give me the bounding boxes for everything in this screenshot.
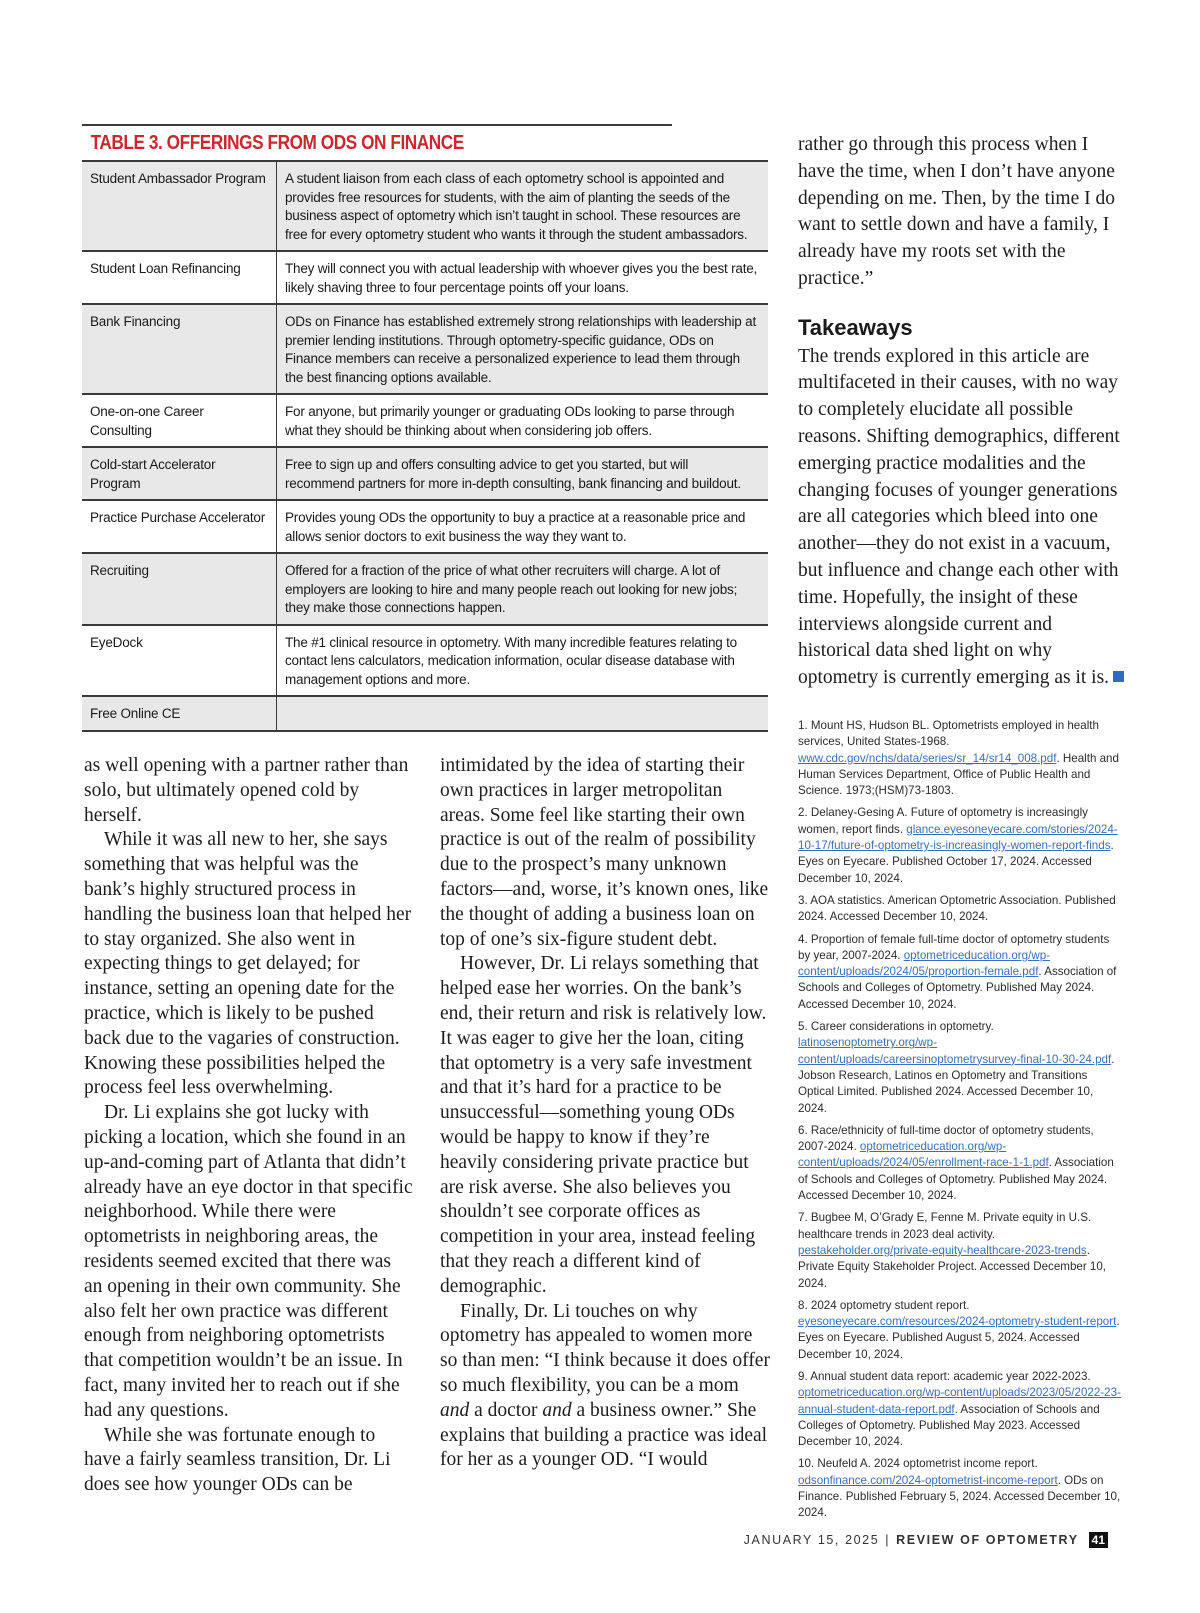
article-column-left (84, 754, 414, 1498)
offering-description: For anyone, but primarily younger or graduating ODs looking to parse through what they should be thinking about when considering job offers. (277, 394, 769, 447)
paragraph: as well opening with a partner rather than solo, but ultimately opened cold by herself. (84, 755, 409, 826)
reference-text: . Jobson Research, Latinos en Optometry and Transitions Optical Limited. Published 2024. Accessed December 10, 2024. (798, 1052, 1115, 1115)
reference-link[interactable]: latinosenoptometry.org/wp-content/uploads/careersinoptometrysurvey-final-10-30-24.pdf (798, 1036, 1112, 1066)
table-row (82, 161, 768, 251)
offerings-table (82, 124, 768, 732)
table-row (82, 304, 768, 394)
reference-item (798, 893, 1122, 926)
table-row (82, 251, 768, 304)
offering-name: EyeDock (82, 625, 277, 697)
paragraph: While it was all new to her, she says something that was helpful was the bank’s highly structured process in handling the business loan that helped her to stay organized. She also went in expecting things to get delayed; for instance, setting an opening date for the practice, which is likely to be pushed back due to the vagaries of construction. Knowing these possibilities helped the process feel less overwhelming. (84, 829, 412, 1099)
table-row (82, 500, 768, 553)
table-row (82, 447, 768, 500)
emphasis: and (440, 1399, 470, 1421)
reference-text: . Association of Schools and Colleges of Optometry. Published May 2024. Accessed December 10, 2024. (798, 965, 1117, 1011)
table-row (82, 625, 768, 697)
emphasis: and (542, 1399, 572, 1421)
footer-separator: | (885, 1533, 891, 1547)
reference-text: 6. Race/ethnicity of full-time doctor of optometry students, 2007-2024. (798, 1123, 1094, 1154)
end-mark-icon (1113, 671, 1124, 682)
takeaways-heading: Takeaways (798, 314, 913, 340)
reference-text: 1. Mount HS, Hudson BL. Optometrists employed in health services, United States-1968. (798, 719, 1099, 749)
offering-description: A student liaison from each class of each optometry school is appointed and provides free resources for students, with the aim of planting the seeds of the business aspect of optometry which isn’t taught in school. These resources are free for every optometry student who wants it through the student ambassadors. (277, 161, 769, 251)
reference-text: 2. Delaney-Gesing A. Future of optometry is increasingly women, report finds. (798, 806, 1088, 836)
text-run: a doctor (469, 1399, 543, 1421)
paragraph (440, 1300, 770, 1474)
issue-date: JANUARY 15, 2025 (743, 1533, 880, 1547)
reference-text: . Eyes on Eyecare. Published October 17, 2024. Accessed December 10, 2024. (798, 839, 1114, 885)
reference-text: . Private Equity Stakeholder Project. Accessed December 10, 2024. (798, 1243, 1107, 1290)
reference-item (798, 1019, 1122, 1117)
reference-link[interactable]: glance.eyesoneyecare.com/stories/2024-10-17/future-of-optometry-is-increasingly-women-report-finds (798, 822, 1118, 853)
reference-item (798, 1456, 1122, 1521)
offering-description: Free to sign up and offers consulting advice to get you started, but will recommend partners for more in-depth consulting, bank financing and buildout. (277, 447, 769, 500)
offering-name: Bank Financing (82, 304, 277, 394)
reference-item (798, 805, 1122, 886)
offering-name: Recruiting (82, 553, 277, 625)
reference-link[interactable]: odsonfinance.com/2024-optometrist-income-report (798, 1473, 1058, 1487)
offering-name: Practice Purchase Accelerator (82, 500, 277, 553)
offering-name: Cold-start Accelerator Program (82, 447, 277, 500)
table-row (82, 696, 768, 731)
reference-link[interactable]: www.cdc.gov/nchs/data/series/sr_14/sr14_008.pdf (798, 751, 1057, 765)
offering-name: One-on-one Career Consulting (82, 394, 277, 447)
reference-link[interactable]: optometriceducation.org/wp-content/uploads/2024/05/enrollment-race-1-1.pdf (798, 1140, 1049, 1170)
offering-name: Student Ambassador Program (82, 161, 277, 251)
offering-description (277, 696, 769, 731)
offering-name: Student Loan Refinancing (82, 251, 277, 304)
paragraph: rather go through this process when I have the time, when I don’t have anyone depending on me. Then, by the time I do want to settle down and have a family, I already have my roots set with the practice.” (798, 134, 1115, 289)
reference-item (798, 718, 1122, 799)
reference-text: . Association of Schools and Colleges of Optometry. Published May 2024. Accessed December 10, 2024. (798, 1156, 1114, 1203)
reference-text: 9. Annual student data report: academic year 2022-2023. (798, 1369, 1091, 1383)
reference-text: 10. Neufeld A. 2024 optometrist income report. (798, 1457, 1038, 1471)
offering-description: Provides young ODs the opportunity to buy a practice at a reasonable price and allows senior doctors to exit business the way they want to. (277, 500, 769, 553)
text-run: Finally, Dr. Li touches on why optometry has appealed to women more so than men: “I think because it does offer so much flexibility, you can be a mom (440, 1300, 770, 1396)
text-run: The trends explored in this article are multifaceted in their causes, with no way to completely elucidate all possible reasons. Shifting demographics, different emerging practice modalities and the changing focuses of younger generations are all categories which bleed into one another—they do not exist in a vacuum, but influence and change each other with time. Hopefully, the insight of these interviews alongside current and historical data shed light on why optometry is currently emerging as it is. (798, 345, 1120, 689)
offering-name: Free Online CE (82, 696, 277, 731)
reference-item (798, 1123, 1122, 1204)
reference-link[interactable]: optometriceducation.org/wp-content/uploads/2024/05/proportion-female.pdf (798, 948, 1051, 979)
article-column-middle (440, 754, 770, 1473)
reference-link[interactable]: optometriceducation.org/wp-content/uploads/2023/05/2022-23-annual-student-data-report.pdf (798, 1386, 1121, 1416)
reference-text: . Health and Human Services Department, Office of Public Health and Science. 1973;(HSM)73-1803. (798, 751, 1119, 798)
table-row (82, 553, 768, 625)
paragraph: intimidated by the idea of starting their own practices in larger metropolitan areas. Some feel like starting their own practice is out of the realm of possibility due to the prospect’s many unknown factors—and, worse, it’s known ones, like the thought of adding a business loan on top of one’s six-figure student debt. (440, 755, 769, 950)
table-title: TABLE 3. OFFERINGS FROM ODS ON FINANCE (82, 124, 672, 160)
offering-description: Offered for a fraction of the price of what other recruiters will charge. A lot of employers are looking to hire and many people reach out looking for new jobs; they make those connections happen. (277, 553, 769, 625)
offering-description: The #1 clinical resource in optometry. With many incredible features relating to contact lens calculators, medication information, ocular disease database with management options and more. (277, 625, 769, 697)
reference-text: 8. 2024 optometry student report. (798, 1298, 970, 1312)
reference-text: 4. Proportion of female full-time doctor of optometry students by year, 2007-2024. (798, 932, 1110, 962)
reference-text: 7. Bugbee M, O’Grady E, Fenne M. Private equity in U.S. healthcare trends in 2023 deal activity. (798, 1211, 1092, 1241)
reference-text: . ODs on Finance. Published February 5, 2024. Accessed December 10, 2024. (798, 1473, 1121, 1520)
reference-item (798, 1298, 1122, 1363)
reference-text: . Eyes on Eyecare. Published August 5, 2024. Accessed December 10, 2024. (798, 1315, 1120, 1361)
reference-link[interactable]: pestakeholder.org/private-equity-healthcare-2023-trends (798, 1243, 1087, 1257)
offering-description: They will connect you with actual leadership with whoever gives you the best rate, likely shaving three to four percentage points off your loans. (277, 251, 769, 304)
page-number: 41 (1089, 1532, 1108, 1548)
reference-text: 3. AOA statistics. American Optometric Association. Published 2024. Accessed December 10, 2024. (798, 893, 1116, 924)
offerings-table-grid (82, 160, 768, 732)
text-run: a business owner.” She explains that building a practice was ideal for her as a younger OD. “I would (440, 1399, 768, 1471)
reference-text: 5. Career considerations in optometry. (798, 1020, 994, 1034)
offering-description: ODs on Finance has established extremely strong relationships with leadership at premier lending institutions. Through optometry-specific guidance, ODs on Finance members can receive a personalized experience to lead them through the best financing options available. (277, 304, 769, 394)
reference-item (798, 1369, 1122, 1450)
paragraph: Dr. Li explains she got lucky with picking a location, which she found in an up-and-coming part of Atlanta that didn’t already have an eye doctor in that specific neighborhood. While there were optometrists in neighboring areas, the residents seemed excited that there was an opening in their own community. She also felt her own practice was different enough from neighboring optometrists that competition wouldn’t be an issue. In fact, many invited her to reach out if she had any questions. (84, 1102, 413, 1421)
page-footer (744, 1532, 1108, 1548)
table-row (82, 394, 768, 447)
article-column-right (798, 132, 1128, 692)
references-list (798, 718, 1122, 1528)
paragraph: While she was fortunate enough to have a fairly seamless transition, Dr. Li does see how younger ODs can be (84, 1424, 391, 1496)
reference-item (798, 932, 1122, 1013)
reference-item (798, 1210, 1122, 1291)
paragraph: However, Dr. Li relays something that helped ease her worries. On the bank’s end, their return and risk is relatively low. It was eager to give her the loan, citing that optometry is a very safe investment and that it’s hard for a practice to be unsuccessful—something young ODs would be happy to know if they’re heavily considering private practice but are risk averse. She also believes you shouldn’t see corporate offices as competition in your area, instead feeling that they reach a different kind of demographic. (440, 953, 767, 1297)
reference-link[interactable]: eyesoneyecare.com/resources/2024-optometry-student-report (798, 1315, 1117, 1329)
paragraph (798, 344, 1128, 692)
magazine-name: REVIEW OF OPTOMETRY (896, 1533, 1079, 1547)
reference-text: . Association of Schools and Colleges of Optometry. Published May 2023. Accessed December 10, 2024. (798, 1402, 1100, 1449)
